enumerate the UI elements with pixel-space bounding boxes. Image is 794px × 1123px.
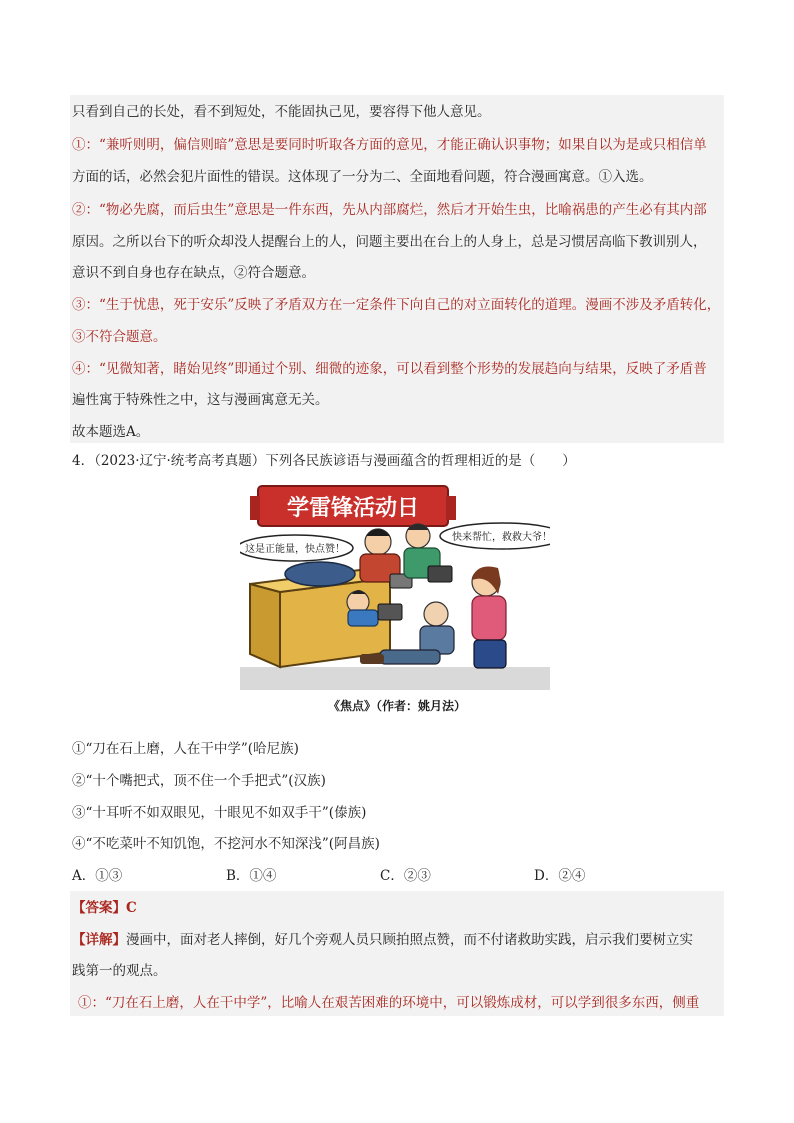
option-c: C．②③: [380, 868, 431, 884]
detail-text-1: 漫画中，面对老人摔倒，好几个旁观人员只顾拍照点赞，而不付诸救助实践，启示我们要树立实: [126, 932, 693, 948]
statement-2: ②“十个嘴把式，顶不住一个手把式”(汉族): [72, 773, 326, 789]
phone-icon: [378, 604, 402, 620]
figure-lying: [285, 562, 355, 586]
answer-label: 【答案】C: [72, 900, 137, 916]
option-d: D．②④: [534, 868, 586, 884]
speech-bubble-left-text: 这是正能量，快点赞！: [245, 544, 345, 555]
explanation-item3-line1: ③：“生于忧患，死于安乐”反映了矛盾双方在一定条件下向自己的对立面转化的道理。漫画不涉及矛盾转化，: [72, 297, 721, 313]
speech-bubble-right-text: 快来帮忙，救救大爷！: [452, 532, 550, 543]
cartoon-caption: 《焦点》（作者：姚月法）: [327, 699, 466, 713]
detail-line-1: [72, 931, 693, 949]
explanation-item1-line1: ①：“兼听则明，偏信则暗”意思是要同时听取各方面的意见，才能正确认识事物；如果自以为是或只相信单: [72, 137, 707, 153]
option-a: A．①③: [72, 868, 123, 884]
explanation-item4-line1: ④：“见微知著，睹始见终”即通过个别、细微的迹象，可以看到整个形势的发展趋向与结果，反映了矛盾普: [72, 361, 707, 377]
question-stem: 4．（2023·辽宁·统考高考真题）下列各民族谚语与漫画蕴含的哲理相近的是（ ）: [72, 453, 576, 469]
banner-text: 学雷锋活动日: [286, 496, 420, 521]
explanation-item3-line2: ③不符合题意。: [72, 329, 167, 345]
cartoon-image: [240, 482, 550, 690]
explanation-conclusion: 故本题选A。: [72, 424, 150, 440]
explanation-line-0: 只看到自己的长处，看不到短处，不能固执己见，要容得下他人意见。: [72, 104, 491, 120]
explanation-item4-line2: 遍性寓于特殊性之中，这与漫画寓意无关。: [72, 392, 329, 408]
figure-old-man-head: [424, 602, 448, 626]
statement-3: ③“十耳听不如双眼见，十眼见不如双手干”(傣族): [72, 805, 367, 821]
explanation-item1-line2: 方面的话，必然会犯片面性的错误。这体现了一分为二、全面地看问题，符合漫画寓意。①入选。: [72, 169, 653, 185]
detail-line-2: 践第一的观点。: [72, 963, 167, 979]
explanation-item2-line1: ②：“物必先腐，而后虫生”意思是一件东西，先从内部腐烂，然后才开始生虫，比喻祸患的产生必有其内部: [72, 202, 707, 218]
option-b: B．①④: [226, 868, 277, 884]
statement-4: ④“不吃菜叶不知饥饱，不挖河水不知深浅”(阿昌族): [72, 836, 380, 852]
explanation-item2-line3: 意识不到自身也存在缺点，②符合题意。: [72, 265, 315, 281]
floor-shape: [240, 667, 550, 690]
detail-label: 【详解】: [72, 932, 126, 948]
answer-item1-line1: ①：“刀在石上磨，人在干中学”，比喻人在艰苦困难的环境中，可以锻炼成材，可以学到很多东西，侧重: [78, 995, 700, 1011]
explanation-item2-line2: 原因。之所以台下的听众却没人提醒台上的人，问题主要出在台上的人身上，总是习惯居高临下教训别人，: [72, 234, 707, 250]
statement-1: ①“刀在石上磨，人在干中学”(哈尼族): [72, 741, 299, 757]
